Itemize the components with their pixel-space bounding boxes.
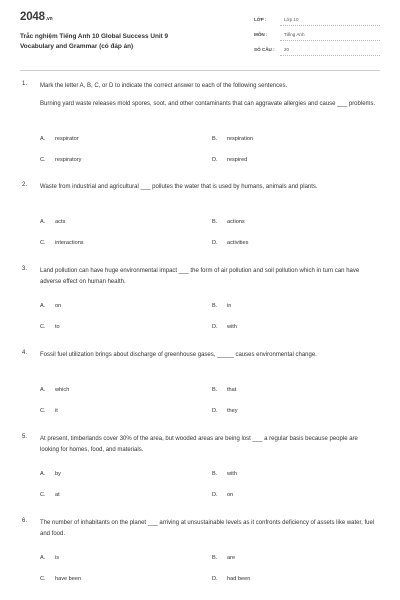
meta-subject-value: Tiếng Anh — [284, 32, 305, 37]
option-letter: D. — [212, 408, 218, 414]
option-text: with — [227, 324, 237, 330]
option-text: it — [55, 408, 58, 414]
question-text — [40, 518, 378, 541]
option-b[interactable] — [212, 303, 231, 309]
option-letter: A. — [40, 136, 46, 142]
option-text: in — [227, 303, 232, 309]
option-text: respiratory — [55, 157, 82, 163]
option-a[interactable] — [40, 387, 69, 393]
option-text: to — [55, 324, 60, 330]
option-text: are — [227, 555, 236, 561]
question-instruction: Mark the letter A, B, C, or D to indicate the correct answer to each of the following sentences. — [40, 83, 288, 89]
question-sentence: Land pollution can have huge environmental impact ___ the form of air pollution and soil pollution which in turn can have adverse effect on human health. — [40, 268, 360, 286]
question-sentence: The number of inhabitants on the planet ___ arriving at unsustainable levels as it confronts deficiency of assets like water, fuel and food. — [40, 520, 375, 538]
option-text: respirator — [55, 136, 79, 142]
option-letter: C. — [40, 324, 46, 330]
question-text — [40, 266, 378, 289]
option-text: on — [227, 492, 234, 498]
option-text: with — [227, 471, 237, 477]
option-letter: A. — [40, 387, 46, 393]
meta-class — [254, 16, 380, 26]
meta-subject — [254, 31, 380, 41]
meta-divider — [280, 25, 380, 26]
option-letter: D. — [212, 324, 218, 330]
option-letter: B. — [212, 387, 218, 393]
option-d[interactable] — [212, 240, 248, 246]
option-letter: B. — [212, 219, 218, 225]
question-number: 5. — [22, 434, 28, 440]
meta-subject-label: MÔN : — [254, 32, 268, 37]
document-title-line-1: Trắc nghiệm Tiếng Anh 10 Global Success Unit 9 — [20, 33, 169, 40]
option-d[interactable] — [212, 408, 238, 414]
meta-class-label: LỚP : — [254, 17, 267, 22]
question-number: 1. — [22, 81, 28, 87]
option-a[interactable] — [40, 555, 59, 561]
option-letter: A. — [40, 471, 46, 477]
option-letter: A. — [40, 303, 46, 309]
option-text: have been — [55, 576, 82, 582]
option-b[interactable] — [212, 555, 235, 561]
option-text: they — [227, 408, 238, 414]
document-title — [20, 32, 230, 51]
option-letter: C. — [40, 408, 46, 414]
meta-class-value: Lớp 10 — [284, 17, 299, 22]
question-text — [40, 434, 378, 457]
option-text: which — [55, 387, 70, 393]
question-text — [40, 182, 378, 193]
option-b[interactable] — [212, 219, 245, 225]
header-divider — [20, 70, 380, 71]
logo-text: 2048 — [20, 11, 45, 23]
option-c[interactable] — [40, 576, 81, 582]
option-text: acts — [55, 219, 66, 225]
meta-divider — [280, 55, 380, 56]
question-sentence: Waste from industrial and agricultural ___ pollutes the water that is used by humans, animals and plants. — [40, 184, 318, 190]
site-logo[interactable] — [20, 11, 52, 23]
option-text: is — [55, 555, 60, 561]
option-text: at — [55, 492, 60, 498]
option-text: respired — [227, 157, 248, 163]
option-text: respiration — [227, 136, 254, 142]
option-d[interactable] — [212, 492, 233, 498]
question-number: 2. — [22, 182, 28, 188]
option-c[interactable] — [40, 492, 60, 498]
option-d[interactable] — [212, 324, 237, 330]
question-sentence: Burning yard waste releases mold spores, soot, and other contaminants that can aggravate allergies and cause ___ problems. — [40, 101, 376, 108]
document-header — [0, 0, 400, 66]
option-d[interactable] — [212, 157, 247, 163]
option-text: on — [55, 303, 62, 309]
question-number: 4. — [22, 350, 28, 356]
logo-suffix: .vn — [45, 16, 53, 22]
option-letter: D. — [212, 576, 218, 582]
option-b[interactable] — [212, 387, 236, 393]
question-text — [40, 350, 378, 361]
option-text: actions — [227, 219, 245, 225]
option-letter: A. — [40, 219, 46, 225]
option-letter: D. — [212, 240, 218, 246]
option-d[interactable] — [212, 576, 250, 582]
option-letter: C. — [40, 157, 46, 163]
option-letter: C. — [40, 492, 46, 498]
meta-divider — [280, 40, 380, 41]
option-letter: C. — [40, 576, 46, 582]
option-a[interactable] — [40, 303, 61, 309]
question-number: 3. — [22, 266, 28, 272]
option-text: by — [55, 471, 61, 477]
option-a[interactable] — [40, 219, 65, 225]
option-a[interactable] — [40, 136, 79, 142]
option-letter: B. — [212, 471, 218, 477]
option-text: interactions — [55, 240, 84, 246]
option-a[interactable] — [40, 471, 61, 477]
option-letter: C. — [40, 240, 46, 246]
option-letter: A. — [40, 555, 46, 561]
option-b[interactable] — [212, 471, 237, 477]
option-b[interactable] — [212, 136, 253, 142]
document-title-line-2: Vocabulary and Grammar (có đáp án) — [20, 42, 134, 50]
question-sentence: At present, timberlands cover 30% of the area, but wooded areas are being lost ___ a regular basis because people are looking for homes, food, and materials. — [40, 436, 358, 454]
option-c[interactable] — [40, 240, 84, 246]
option-letter: B. — [212, 303, 218, 309]
meta-question-count — [254, 46, 380, 56]
option-text: had been — [227, 576, 251, 582]
question-number: 6. — [22, 518, 28, 524]
option-letter: B. — [212, 136, 218, 142]
meta-count-label: SỐ CÂU : — [254, 47, 275, 52]
option-c[interactable] — [40, 157, 81, 163]
meta-count-value: 20 — [284, 47, 290, 52]
question-text — [40, 81, 378, 111]
option-c[interactable] — [40, 324, 60, 330]
option-letter: D. — [212, 157, 218, 163]
option-letter: D. — [212, 492, 218, 498]
option-text: activities — [227, 240, 249, 246]
option-c[interactable] — [40, 408, 58, 414]
question-sentence: Fossil fuel utilization brings about discharge of greenhouse gases, _____ causes environmental change. — [40, 352, 317, 358]
option-text: that — [227, 387, 237, 393]
option-letter: B. — [212, 555, 218, 561]
